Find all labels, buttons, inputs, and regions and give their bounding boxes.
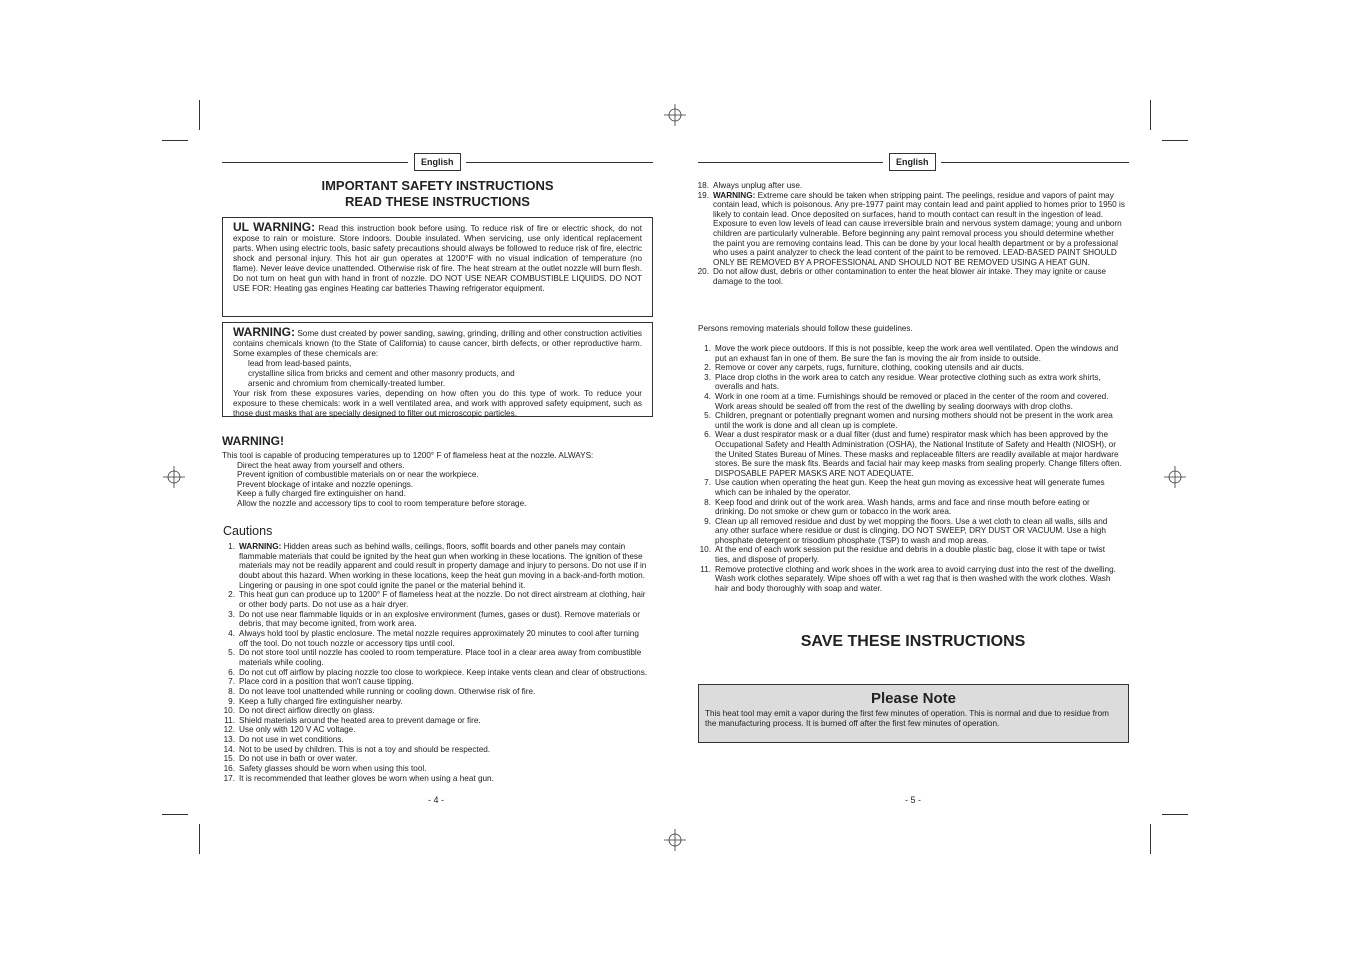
ul-warning-label: UL WARNING: [233,220,316,234]
list-item: 20. Do not allow dust, debris or other contamination to enter the heat blower air intake. They may ignite or cause damage to the tool. [697,267,1107,286]
crop-mark [1150,824,1151,854]
list-item: 11. Shield materials around the heated area to prevent damage or fire. [224,715,481,725]
list-item: 10. Do not direct airflow directly on glass. [223,706,375,716]
crop-mark [1150,100,1151,130]
list-item: 9. Keep a fully charged fire extinguisher nearby. [228,696,403,706]
title-line: IMPORTANT SAFETY INSTRUCTIONS [321,178,554,193]
list-item: 12. Use only with 120 V AC voltage. [223,725,356,735]
title-line: READ THESE INSTRUCTIONS [345,194,530,209]
registration-mark-icon [664,829,686,851]
list-item: 8. Keep food and drink out of the work area. Wash hands, arms and face and rinse mouth before eating or drinking. Do not smoke or chew gum or tobacco in the work area. [704,497,1090,517]
crop-mark [199,100,200,130]
registration-mark-icon [163,466,185,488]
language-tab: English [414,153,461,171]
list-item: 3. Do not use near flammable liquids or in an explosive environment (fumes, gases or dust). Remove materials or debris, that may become ignited, from work area. [228,609,640,629]
cautions-heading: Cautions [223,524,273,538]
list-item: 7. Use caution when operating the heat gun. Keep the heat gun moving as excessive heat will generate fumes which can be inhaled by the operator. [704,478,1105,497]
crop-mark [162,140,188,141]
list-item: 1. Move the work piece outdoors. If this is not possible, keep the work area well ventilated. Open the windows and put an exhaust fan in one of them. Be sure the fan is moving the air from inside to outside. [704,344,1119,363]
warning-item: Prevent blockage of intake and nozzle openings. [237,479,414,489]
chemical-item: crystalline silica from bricks and cement and other masonry products, and [248,369,515,378]
warning-label: WARNING: [233,325,295,339]
crop-mark [1162,814,1188,815]
list-item: 2. This heat gun can produce up to 1200° F of flameless heat at the nozzle. Do not direct airstream at clothing, hair or other body parts. Do not use as a hair dryer. [228,590,646,609]
list-item: 2. Remove or cover any carpets, rugs, furniture, clothing, cooking utensils and air ducts. [704,363,1025,373]
header-rule [222,162,408,163]
guidelines-intro: Persons removing materials should follow these guidelines. [698,324,913,333]
registration-mark-icon [664,104,686,126]
header-rule [941,162,1129,163]
warning-item: Direct the heat away from yourself and others. [237,460,405,470]
crop-mark [199,824,200,854]
warning-heading: WARNING! [222,434,284,448]
crop-mark [1162,140,1188,141]
list-item: 19. WARNING: Extreme care should be taken when stripping paint. The peelings, residue and vapors of paint may contain lead, which is poisonous. Any pre-1977 paint may contain lead and paint applied to homes prior to 1950 is likely to contain lead. Once deposited on surfaces, hand to mouth contact can result in the ingestion of lead. Exposure to even low levels of lead can cause irreversible brain and nervous system damage; young and unborn children are particularly vulnerable. Before beginning any paint removal process you should determine whether the paint you are removing contains lead. This can be done by your local health department or by a professional who uses a paint analyzer to check the lead content of the paint to be removed. LEAD-BASED PAINT SHOULD ONLY BE REMOVED BY A PROFESSIONAL AND SHOULD NOT BE REMOVED USING A HEAT GUN. [697,190,1125,267]
ul-warning-text: Read this instruction book before using. To reduce risk of fire or electric shock, do not expose to rain or moisture. Store indoors. Double insulated. When servicing, use only identical replacement parts. When using electric tools, basic safety precautions should always be followed to reduce risk of fire, electric shock and personal injury. This hot air gun operates at 1200°F with no visual indication of temperature (no flame). Never leave device unattended. Otherwise risk of fire. The heat stream at the outlet nozzle will burn flesh. Do not turn on heat gun with hand in front of nozzle. DO NOT USE NEAR COMBUSTIBLE LIQUIDS. DO NOT USE FOR: Heating gas engines Heating car batteries Thawing refrigerator equipment. [233,224,643,293]
list-item: 7. Place cord in a position that won't cause tipping. [228,677,414,687]
list-item: 3. Place drop cloths in the work area to catch any residue. Wear protective clothing such as extra work shirts, overalls and hats. [704,372,1101,392]
chemical-item: lead from lead-based paints, [248,359,352,368]
warning-text-2: Your risk from these exposures varies, depending on how often you do this type of work. To reduce your exposure to these chemicals: work in a well ventilated area, and work with approved safety equipment, such as those dust masks that are specially designed to filter out microscopic particles. [233,389,642,418]
warning-text: Some dust created by power sanding, sawing, grinding, drilling and other construction activities contains chemicals known (to the State of California) to cause cancer, birth defects, or other reproductive harm. Some examples of these chemicals are: [233,329,642,358]
list-item: 17. It is recommended that leather gloves be worn when using a heat gun. [223,773,494,783]
ul-warning-box [222,217,653,317]
list-item: 16. Safety glasses should be worn when using this tool. [223,764,427,774]
header-rule [698,162,883,163]
cautions-continued-list [696,181,1126,287]
header-rule [466,162,653,163]
language-tab: English [889,153,936,171]
list-item: 18. Always unplug after use. [697,181,803,190]
list-item: 9. Clean up all removed residue and dust by wet mopping the floors. Use a wet cloth to clean all walls, sills and any other surface where residue or dust is clinging. DO NOT SWEEP, DRY DUST OR VACUUM. Use a high phosphate detergent or trisodium phosphate (TSP) to wash and mop areas. [704,516,1108,545]
page-number: - 5 - [905,795,922,805]
crop-mark [162,814,188,815]
list-item: 4. Always hold tool by plastic enclosure. The metal nozzle requires approximately 20 minutes to cool after turning off the tool. Do not touch nozzle or accessory tips until cool. [228,628,639,648]
list-item: 10. At the end of each work session put the residue and debris in a double plastic bag, close it with tape or twist ties, and dispose of properly. [699,545,1106,565]
warning-item: Keep a fully charged fire extinguisher on hand. [237,489,406,499]
warning-item: Allow the nozzle and accessory tips to cool to room temperature before storage. [237,498,527,508]
please-note-box [698,684,1129,743]
guidelines-list [698,344,1122,593]
save-instructions-heading: SAVE THESE INSTRUCTIONS [800,633,1026,650]
list-item: 13. Do not use in wet conditions. [223,735,344,745]
warning-section [222,451,653,509]
list-item: 1. WARNING: Hidden areas such as behind walls, ceilings, floors, soffit boards and other panels may contain flammable materials that could be ignited by the heat gun when working in these locations. The ignition of these materials may not be readily apparent and could result in property damage and injury to persons. Do not use if in doubt about this hazard. When working in these locations, keep the heat gun moving in a back-and-forth motion. Lingering or pausing in one spot could ignite the panel or the material behind it. [228,542,647,590]
warning-intro: This tool is capable of producing temperatures up to 1200° F of flameless heat at the nozzle. ALWAYS: [222,451,594,460]
list-item: 6. Do not cut off airflow by placing nozzle too close to workpiece. Keep intake vents clean and clear of obstructions. [228,667,648,677]
chemical-warning-box [222,322,653,417]
please-note-heading: Please Note [870,690,957,707]
list-item: 8. Do not leave tool unattended while running or cooling down. Otherwise risk of fire. [228,686,536,696]
list-item: 5. Do not store tool until nozzle has cooled to room temperature. Place tool in a clear area away from combustible materials while cooling. [228,648,642,667]
registration-mark-icon [1164,466,1186,488]
page-title [222,178,653,210]
list-item: 15. Do not use in bath or over water. [223,754,358,764]
page-number: - 4 - [428,795,445,805]
chemical-item: arsenic and chromium from chemically-treated lumber. [248,379,446,388]
list-item: 4. Work in one room at a time. Furnishings should be removed or placed in the center of the room and covered. Work areas should be sealed off from the rest of the dwelling by sealing doorways with drop cloths. [704,391,1109,411]
warning-item: Prevent ignition of combustible materials on or near the workpiece. [237,470,479,480]
list-item: 5. Children, pregnant or potentially pregnant women and nursing mothers should not be present in the work area until the work is done and all clean up is complete. [704,411,1113,430]
cautions-list [222,542,650,783]
list-item: 6. Wear a dust respirator mask or a dual filter (dust and fume) respirator mask which has been approved by the Occupational Safety and Health Administration (OSHA), the National Institute of Safety and Health (NIOSH), or the United States Bureau of Mines. These masks and replaceable filters are readily available at major hardware stores. Be sure the mask fits. Beards and facial hair may keep masks from sealing properly. Change filters often. DISPOSABLE PAPER MASKS ARE NOT ADEQUATE. [704,430,1122,478]
list-item: 14. Not to be used by children. This is not a toy and should be respected. [223,744,491,754]
please-note-text: This heat tool may emit a vapor during the first few minutes of operation. This is normal and due to residue from the manufacturing process. It is burned off after the first few minutes of operation. [705,709,1109,728]
list-item: 11. Remove protective clothing and work shoes in the work area to avoid carrying dust into the rest of the dwelling. Wash work clothes separately. Wipe shoes off with a wet rag that is then washed with the work clothes. Wash hair and body thoroughly with soap and water. [700,564,1116,593]
